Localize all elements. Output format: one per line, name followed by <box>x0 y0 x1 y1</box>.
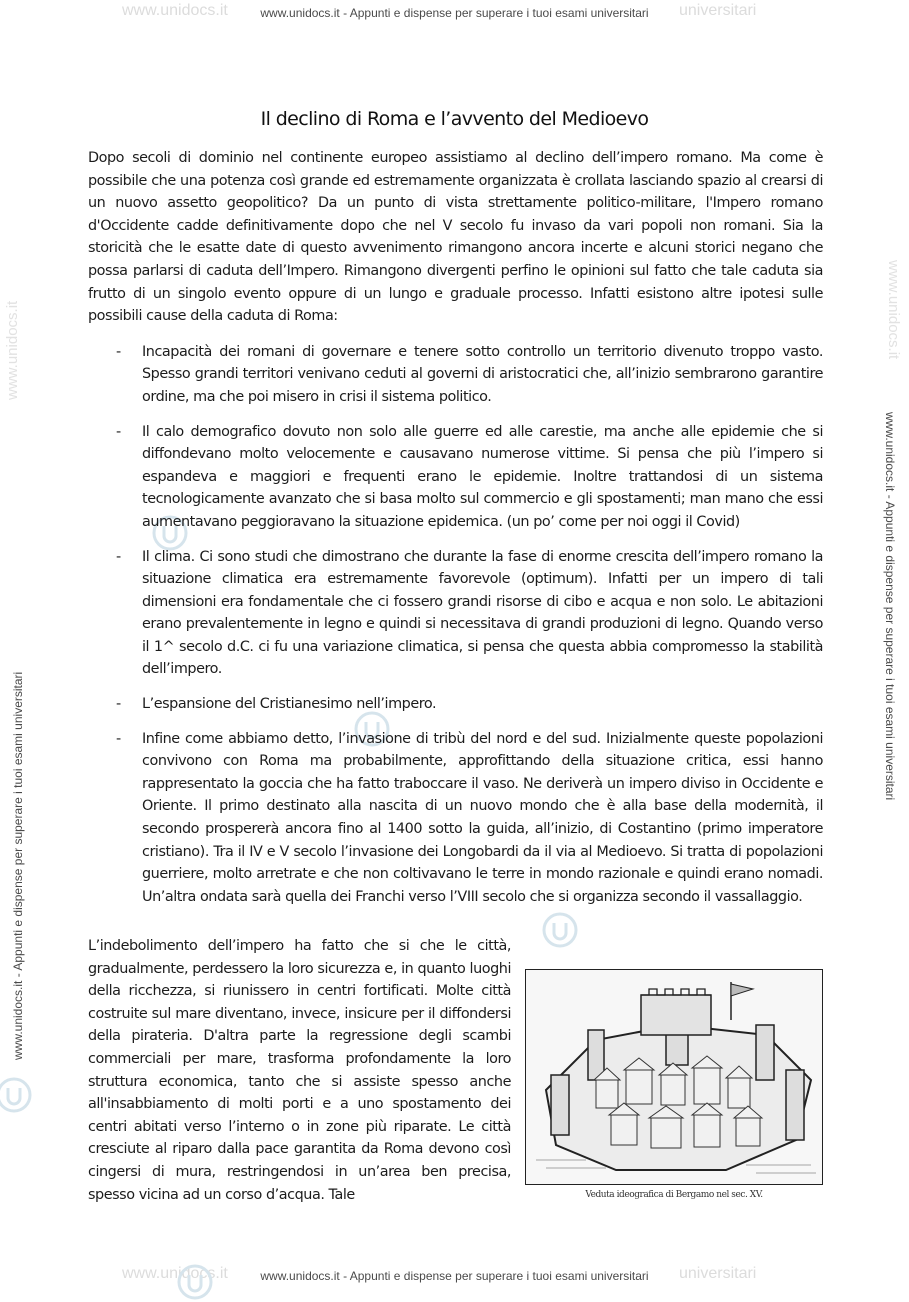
list-dash: - <box>116 548 121 565</box>
document-title: Il declino di Roma e l’avvento del Medioevo <box>260 108 649 130</box>
side-faint-watermark-right: www.unidocs.it <box>885 260 902 360</box>
list-item-text: Infine come abbiamo detto, l’invasione di tribù del nord e del sud. Inizialmente queste popolazioni convivono con Roma ma probabilmente, approfittando della situazione critica, essi hanno rappresentato la goccia che ha fatto traboccare il vaso. Ne deriverà un impero diviso in Occidente e Oriente. Il primo destinato alla nascita di un nuovo mondo che è alla base della modernità, il secondo prospererà ancora fino al 1400 sotto la guida, all’inizio, di Costantino (primo imperatore cristiano). Tra il IV e V secolo l’invasione dei Longobardi da il via al Medioevo. Si tratta di popolazioni guerriere, molto arretrate e che non coltivavano le terre in mondo razionale e quindi erano nomadi. Un’altra ondata sarà quella dei Franchi verso l’VIII secolo che si organizza secondo il vassallaggio. <box>142 730 823 905</box>
list-item-text: L’espansione del Cristianesimo nell’impero. <box>142 696 437 713</box>
list-dash: - <box>116 730 121 747</box>
bergamo-figure <box>525 961 823 1198</box>
faint-watermark-top-right: universitari <box>679 2 757 19</box>
closing-paragraph: L’indebolimento dell’impero ha fatto che si che le città, gradualmente, perdessero la loro sicurezza e, in quanto luoghi della ricchezza, si riunissero in centri fortificati. Molte città costruite sul mare diventano, invece, insicure per il diffondersi della pirateria. D'altra parte la regressione degli scambi commerciali per mare, trasforma profondamente la loro struttura economica, tanto che si assiste spesso anche all'insabbiamento di molti porti e a uno spostamento dei centri abitati verso l’interno o in zone più riparate. Le città cresciute al riparo dalla pace garantita da Roma devono così cingersi di mura, restringendosi in un’area ben precisa, spesso vicina ad un corso d’acqua. Tale <box>88 938 511 1203</box>
closing-section <box>88 935 823 1206</box>
list-item-text: Il calo demografico dovuto non solo alle guerre ed alle carestie, ma anche alle epidemie che si diffondevano molto velocemente e causavano numerose vittime. Si pensa che più l’impero si espandeva e maggiori e frequenti erano le epidemie. Inoltre trattandosi di un sistema tecnologicamente avanzato che si basa molto sul commercio e gli spostamenti; man mano che essi aumentavano peggioravano la situazione epidemica. (un po’ come per noi oggi il Covid) <box>142 423 823 530</box>
faint-watermark-bottom-right: universitari <box>679 1265 757 1282</box>
footer-watermark: www.unidocs.it - Appunti e dispense per superare i tuoi esami universitari <box>260 1269 649 1283</box>
watermark-logo-icon <box>0 1075 34 1115</box>
list-item-text: Incapacità dei romani di governare e tenere sotto controllo un territorio divenuto troppo vasto. Spesso grandi territori venivano ceduti al governi di aristocratici che, all’inizio sembrarono garantire ordine, ma che poi misero in crisi il sistema politico. <box>142 343 823 405</box>
figure-caption: Veduta ideografica di Bergamo nel sec. XV. <box>585 1190 763 1200</box>
list-item <box>88 421 823 534</box>
causes-list <box>88 341 823 909</box>
list-item <box>88 693 823 716</box>
faint-watermark-top-left: www.unidocs.it <box>122 2 228 19</box>
side-watermark-right: www.unidocs.it - Appunti e dispense per superare i tuoi esami universitari <box>883 412 897 801</box>
list-item <box>88 341 823 409</box>
side-watermark-left: www.unidocs.it - Appunti e dispense per superare i tuoi esami universitari <box>11 671 25 1060</box>
medieval-city-illustration <box>525 969 823 1185</box>
faint-watermark-bottom-left: www.unidocs.it <box>122 1265 228 1282</box>
document-body <box>88 147 823 920</box>
header-watermark: www.unidocs.it - Appunti e dispense per superare i tuoi esami universitari <box>260 6 649 20</box>
side-faint-watermark-left: www.unidocs.it <box>4 300 21 400</box>
list-item <box>88 546 823 682</box>
list-dash: - <box>116 343 121 360</box>
list-item <box>88 728 823 909</box>
watermark-logo-icon <box>175 1262 215 1302</box>
list-item-text: Il clima. Ci sono studi che dimostrano che durante la fase di enorme crescita dell’impero romano la situazione climatica era estremamente favorevole (optimum). Infatti per un impero di tali dimensioni era fondamentale che ci fossero grandi risorse di cibo e acqua e non solo. Le abitazioni erano prevalentemente in legno e quindi si necessitava di grandi produzioni di legno. Quando verso il 1^ secolo d.C. ci fu una variazione climatica, si pensa che questa abbia compromesso la stabilità dell’impero. <box>142 548 823 678</box>
list-dash: - <box>116 696 121 713</box>
list-dash: - <box>116 423 121 440</box>
intro-paragraph: Dopo secoli di dominio nel continente europeo assistiamo al declino dell’impero romano. Ma come è possibile che una potenza così grande ed estremamente organizzata è crollata lasciando spazio al crearsi di un nuovo assetto geopolitico? Da un punto di vista strettamente politico-militare, l'Impero romano d'Occidente cadde definitivamente dopo che nel V secolo fu invaso da vari popoli non romani. Sia la storicità che le esatte date di questo avvenimento rimangono ancora incerte e alcuni storici negano che possa parlarsi di caduta dell’Impero. Rimangono divergenti perfino le opinioni sul fatto che tale caduta sia frutto di un singolo evento oppure di un lungo e graduale processo. Infatti esistono altre ipotesi sulle possibili cause della caduta di Roma: <box>88 150 823 325</box>
